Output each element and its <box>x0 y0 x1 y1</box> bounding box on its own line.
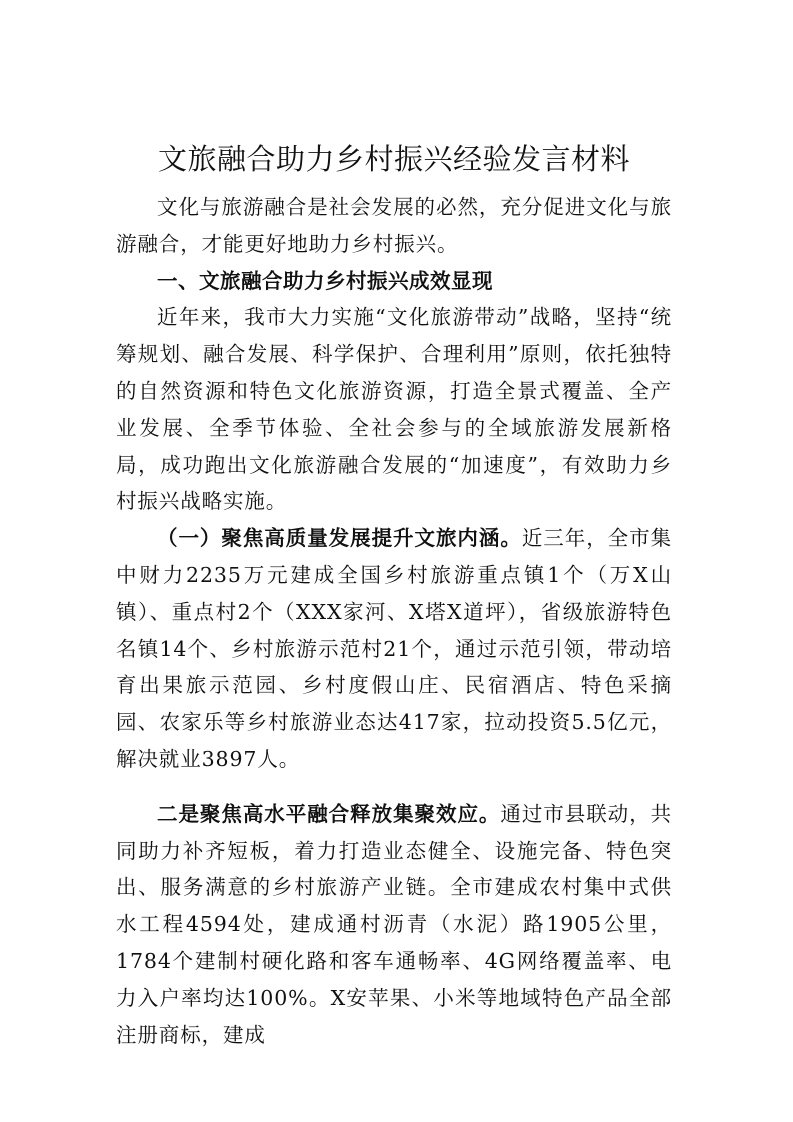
point1-paragraph <box>116 520 672 778</box>
section1-paragraph: 近年来，我市大力实施“文化旅游带动”战略，坚持“统筹规划、融合发展、科学保护、合理利用”原则，依托独特的自然资源和特色文化旅游资源，打造全景式覆盖、全产业发展、全季节体验、全社会参与的全域旅游发展新格局，成功跑出文化旅游融合发展的“加速度”，有效助力乡村振兴战略实施。 <box>116 305 672 514</box>
point2-body: 通过市县联动，共同助力补齐短板，着力打造业态健全、设施完备、特色突出、服务满意的乡村旅游产业链。全市建成农村集中式供水工程4594处，建成通村沥青（水泥）路1905公里，1784个建制村硬化路和客车通畅率、4G网络覆盖率、电力入户率均达100%。X安苹果、小米等地域特色产品全部注册商标，建成 <box>116 801 672 1047</box>
intro-paragraph: 文化与旅游融合是社会发展的必然，充分促进文化与旅游融合，才能更好地助力乡村振兴。 <box>116 195 672 256</box>
document-title: 文旅融合助力乡村振兴经验发言材料 <box>157 142 630 176</box>
document-content <box>116 133 672 1053</box>
point1-lead: （一）聚焦高质量发展提升文旅内涵。 <box>157 526 522 551</box>
section-heading-1: 一、文旅融合助力乡村振兴成效显现 <box>157 268 493 293</box>
point1-body: 近三年，全市集中财力2235万元建成全国乡村旅游重点镇1个（万X山镇）、重点村2个（XXX家河、X塔X道坪），省级旅游特色名镇14个、乡村旅游示范村21个，通过示范引领，带动培育出果旅示范园、乡村度假山庄、民宿酒店、特色采摘园、农家乐等乡村旅游业态达417家，拉动投资5.5亿元，解决就业3897人。 <box>116 526 672 771</box>
point2-lead: 二是聚焦高水平融合释放集聚效应。 <box>157 801 501 826</box>
point2-paragraph <box>116 796 672 1054</box>
